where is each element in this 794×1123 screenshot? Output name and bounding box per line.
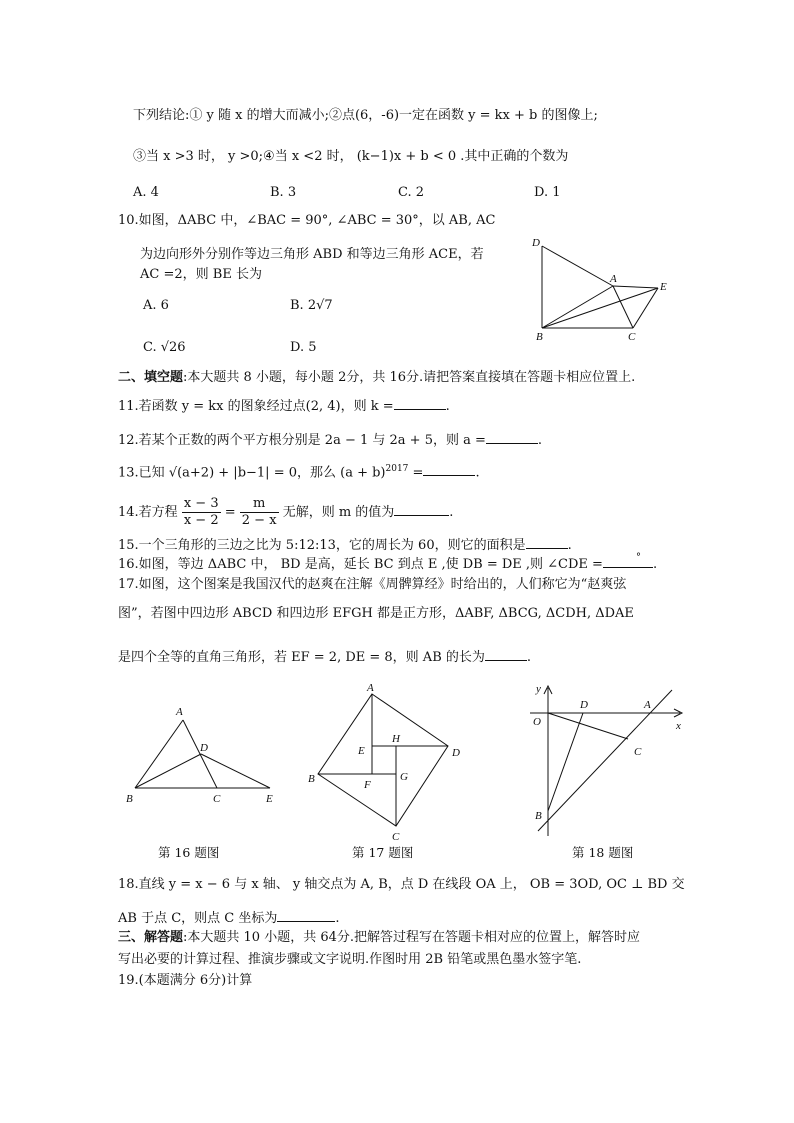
fig17-label-e: E: [358, 745, 365, 757]
fig18: [520, 676, 690, 841]
fig18-label-d: D: [580, 699, 588, 711]
q16-answer-blank[interactable]: [603, 552, 653, 568]
q13: 13.已知 √(a+2) + |b−1| = 0，那么 $(a + b)^{2017}$ = .: [118, 464, 480, 481]
fig16-label-a: A: [176, 706, 183, 718]
q11: 11.若函数 y = kx 的图象经过点(2, 4)，则 k = .: [118, 399, 450, 414]
section2-desc: :本大题共 8 小题，每小题 2分，共 16分.请把答案直接填在答题卡相应位置上.: [183, 370, 636, 385]
section2-title: 二、填空题: [118, 370, 184, 385]
fig17-caption: 第 17 题图: [352, 845, 414, 860]
q15-answer-blank[interactable]: [526, 536, 568, 549]
q14-answer-blank[interactable]: [394, 503, 449, 516]
q10-line2: 为边向形外分别作等边三角形 ABD 和等边三角形 ACE，若: [140, 247, 484, 262]
q17-line2: 图”，若图中四边形 ABCD 和四边形 EFGH 都是正方形，ΔABF, ΔBCG, ΔCDH, ΔDAE: [118, 606, 634, 621]
q10-label-b: B: [536, 331, 543, 343]
q13-pre: 13.已知: [118, 465, 169, 481]
fig18-label-x: x: [676, 720, 681, 732]
q14-pre: 14.若方程: [118, 505, 178, 520]
q15: 15.一个三角形的三边之比为 5:12:13，它的周长为 60，则它的面积是 .: [118, 538, 572, 553]
fig16-caption: 第 16 题图: [158, 845, 220, 860]
q10-line3: AC =2，则 BE 长为: [140, 267, 262, 282]
q9-option-d: D. 1: [534, 185, 561, 200]
q14-den2: 2 − x: [241, 513, 277, 528]
q12-answer-blank[interactable]: [486, 431, 538, 444]
fig16-label-e: E: [266, 793, 273, 805]
section3-title: 三、解答题: [118, 930, 184, 945]
q13-answer-blank[interactable]: [423, 463, 475, 476]
q10-option-d: D. 5: [290, 340, 317, 355]
q9-line1: 下列结论:① y 随 x 的增大而减小;②点(6，-6)一定在函数 y = kx + b 的图像上;: [133, 108, 598, 123]
q10-label-c: C: [628, 331, 636, 343]
q10-figure: [528, 232, 673, 344]
q15-text: 15.一个三角形的三边之比为 5:12:13，它的周长为 60，则它的面积是: [118, 538, 526, 553]
q9-line2: ③当 x >3 时， y >0;④当 x <2 时， (k−1)x + b < 0 .其中正确的个数为: [133, 149, 569, 164]
q14-fraction-right: [240, 496, 279, 529]
q10-option-a: A. 6: [143, 298, 169, 313]
section3-header: [118, 929, 640, 947]
fig17-label-a: A: [367, 682, 374, 694]
q18-line2: AB 于点 C，则点 C 坐标为: [118, 911, 278, 926]
fig16: [120, 700, 285, 810]
q17-answer-blank[interactable]: [485, 648, 527, 661]
fig17-label-c: C: [392, 831, 400, 843]
q17-line3-wrap: 是四个全等的直角三角形，若 EF = 2, DE = 8，则 AB 的长为 .: [118, 650, 532, 665]
section3-line1: :本大题共 10 小题，共 64分.把解答过程写在答题卡相对应的位置上，解答时应: [183, 930, 641, 945]
fig17: [300, 680, 470, 845]
q14-num2: m: [240, 496, 279, 513]
q16: 16.如图，等边 ΔABC 中， BD 是高，延长 BC 到点 E ,使 DB = DE ,则 ∠CDE = ° .: [118, 555, 657, 574]
fig17-label-d: D: [452, 747, 460, 759]
q14-fraction-left: [182, 496, 221, 529]
fig16-label-c: C: [213, 793, 221, 805]
q16-degree-unit: °: [635, 552, 641, 563]
q17-line3: 是四个全等的直角三角形，若 EF = 2, DE = 8，则 AB 的长为: [118, 650, 485, 665]
q19: 19.(本题满分 6分)计算: [118, 973, 253, 988]
q16-text: 16.如图，等边 ΔABC 中， BD 是高，延长 BC 到点 E ,使 DB = DE ,则 ∠CDE =: [118, 557, 603, 572]
q9-option-a: A. 4: [133, 185, 159, 200]
q13-exponent: 2017: [385, 464, 409, 474]
q10-label-e: E: [660, 281, 667, 293]
q10-label-a: A: [610, 273, 617, 285]
fig18-label-o: O: [533, 716, 541, 728]
q18-line1: 18.直线 y = x − 6 与 x 轴、 y 轴交点为 A, B，点 D 在线段 OA 上， OB = 3OD, OC ⊥ BD 交: [118, 877, 685, 892]
q10-option-c: C. √26: [143, 340, 186, 355]
q10-line1: 10.如图，ΔABC 中，∠BAC = 90°, ∠ABC = 30°，以 AB, AC: [118, 213, 496, 228]
q10-option-b: B. 2√7: [290, 298, 333, 313]
fig18-label-y: y: [536, 683, 541, 695]
q14: 14.若方程 $\frac{x - 3}{x - 2}$ = $\frac{m}{2 - x}$ 无解，则 m 的值为 .: [118, 496, 454, 528]
fig18-label-b: B: [535, 810, 542, 822]
q17-line1: 17.如图，这个图案是我国汉代的赵爽在注解《周髀算经》时给出的，人们称它为“赵爽弦: [118, 577, 627, 592]
fig17-label-f: F: [364, 779, 371, 791]
fig16-label-d: D: [200, 742, 208, 754]
fig18-label-a: A: [644, 699, 651, 711]
fig17-label-h: H: [392, 733, 400, 745]
q9-option-c: C. 2: [398, 185, 425, 200]
q18-answer-blank[interactable]: [277, 909, 335, 922]
fig17-label-g: G: [400, 771, 408, 783]
q12-text: 12.若某个正数的两个平方根分别是 2a − 1 与 2a + 5，则 a =: [118, 433, 486, 448]
fig18-label-c: C: [634, 746, 642, 758]
q12: 12.若某个正数的两个平方根分别是 2a − 1 与 2a + 5，则 a = .: [118, 433, 543, 448]
fig17-label-b: B: [308, 773, 315, 785]
section3-line2: 写出必要的计算过程、推演步骤或文字说明.作图时用 2B 铅笔或黑色墨水签字笔.: [118, 952, 582, 967]
q14-den1: x − 2: [183, 513, 219, 528]
q11-text: 11.若函数 y = kx 的图象经过点(2, 4)，则 k =: [118, 399, 394, 414]
q10-label-d: D: [532, 237, 540, 249]
fig18-caption: 第 18 题图: [572, 845, 634, 860]
q14-post: 无解，则 m 的值为: [282, 505, 395, 520]
q13-expr: √(a+2) + |b−1| = 0，那么 (a + b): [168, 465, 386, 481]
q11-answer-blank[interactable]: [394, 397, 446, 410]
q14-num1: x − 3: [183, 496, 219, 511]
fig16-label-b: B: [126, 793, 133, 805]
q13-post: =: [408, 465, 424, 481]
q18-line2-wrap: AB 于点 C，则点 C 坐标为 .: [118, 911, 340, 926]
q14-eq: =: [224, 505, 236, 520]
section2-header: [118, 369, 635, 387]
q9-option-b: B. 3: [270, 185, 297, 200]
